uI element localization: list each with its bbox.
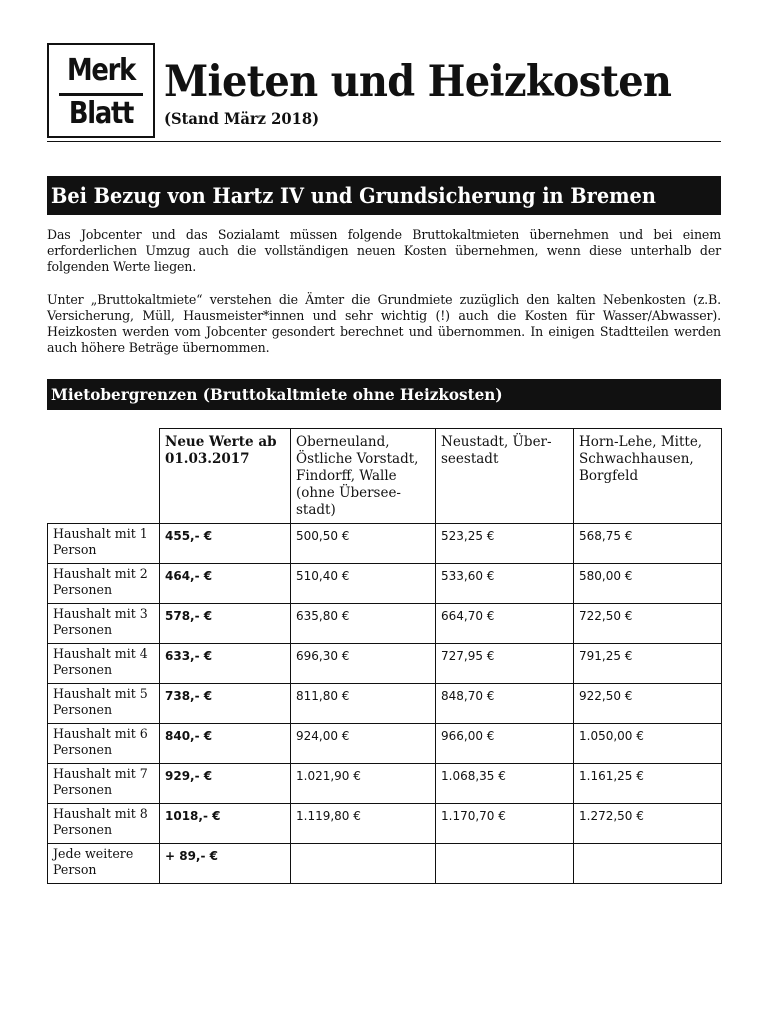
- table-row: [48, 684, 722, 724]
- district-3-value: 922,50 €: [574, 684, 722, 724]
- merkblatt-page: [47, 43, 721, 877]
- district-2-value: 727,95 €: [436, 644, 574, 684]
- district-1-value: 1.021,90 €: [291, 764, 436, 804]
- main-banner-text: Bei Bezug von Hartz IV und Grundsicherung in Bremen: [51, 183, 656, 208]
- district-2-value: 848,70 €: [436, 684, 574, 724]
- intro-paragraph: Das Jobcenter und das Sozialamt müssen folgende Bruttokaltmieten übernehmen und bei einem erforderlichen Umzug auch die vollständigen neuen Kosten übernehmen, wenn diese unterhalb der folgenden Werte liegen.: [47, 227, 721, 274]
- section-banner: [47, 379, 721, 410]
- merkblatt-logo: [47, 43, 155, 138]
- table-row: [48, 564, 722, 604]
- district-2-value: 966,00 €: [436, 724, 574, 764]
- new-value-cell: 1018,- €: [160, 804, 291, 844]
- household-label: Haushalt mit 7 Personen: [48, 764, 160, 804]
- new-value-cell: 578,- €: [160, 604, 291, 644]
- rent-limits-table: [47, 428, 722, 884]
- table-row: [48, 604, 722, 644]
- district-3-value: 568,75 €: [574, 524, 722, 564]
- district-1-value: 811,80 €: [291, 684, 436, 724]
- main-banner: [47, 176, 721, 215]
- stand-date: (Stand März 2018): [164, 109, 320, 128]
- header-district-group-2: Neustadt, Über-seestadt: [436, 429, 574, 524]
- district-3-value: 580,00 €: [574, 564, 722, 604]
- district-1-value: 1.119,80 €: [291, 804, 436, 844]
- logo-line-blatt: Blatt: [68, 96, 134, 131]
- district-2-value: 533,60 €: [436, 564, 574, 604]
- header-new-values: Neue Werte ab 01.03.2017: [160, 429, 291, 524]
- table-row: [48, 804, 722, 844]
- household-label: Haushalt mit 6 Personen: [48, 724, 160, 764]
- logo-line-merk: Merk: [67, 53, 135, 88]
- district-1-value: 500,50 €: [291, 524, 436, 564]
- district-1-value: 510,40 €: [291, 564, 436, 604]
- district-3-value: 1.272,50 €: [574, 804, 722, 844]
- household-label: Haushalt mit 5 Personen: [48, 684, 160, 724]
- district-3-value: 791,25 €: [574, 644, 722, 684]
- new-value-cell: 464,- €: [160, 564, 291, 604]
- district-3-value: [574, 844, 722, 884]
- table-row: [48, 764, 722, 804]
- district-2-value: [436, 844, 574, 884]
- definition-paragraph: Unter „Bruttokaltmiete“ verstehen die Ämter die Grundmiete zuzüglich den kalten Nebenkosten (z.B. Versicherung, Müll, Hausmeister*innen und sehr wichtig (!) auch die Kosten für Wasser/Abwasser). Heizkosten werden vom Jobcenter gesondert berechnet und übernommen. In einigen Stadtteilen werden auch höhere Beträge übernommen.: [47, 292, 721, 355]
- section-banner-text: Mietobergrenzen (Bruttokaltmiete ohne Heizkosten): [51, 385, 503, 404]
- new-value-cell: + 89,- €: [160, 844, 291, 884]
- district-1-value: 696,30 €: [291, 644, 436, 684]
- district-3-value: 1.050,00 €: [574, 724, 722, 764]
- district-2-value: 1.068,35 €: [436, 764, 574, 804]
- district-2-value: 1.170,70 €: [436, 804, 574, 844]
- header-empty-cell: [48, 429, 160, 524]
- household-label: Haushalt mit 8 Personen: [48, 804, 160, 844]
- district-2-value: 523,25 €: [436, 524, 574, 564]
- household-label: Jede weitere Person: [48, 844, 160, 884]
- page-title: Mieten und Heizkosten: [164, 57, 672, 107]
- new-value-cell: 738,- €: [160, 684, 291, 724]
- header-district-group-3: Horn-Lehe, Mitte, Schwachhausen, Borgfeld: [574, 429, 722, 524]
- district-3-value: 722,50 €: [574, 604, 722, 644]
- household-label: Haushalt mit 1 Person: [48, 524, 160, 564]
- table-row: [48, 844, 722, 884]
- table-row: [48, 524, 722, 564]
- table-header-row: [48, 429, 722, 524]
- household-label: Haushalt mit 2 Personen: [48, 564, 160, 604]
- header: [47, 43, 721, 142]
- new-value-cell: 633,- €: [160, 644, 291, 684]
- district-2-value: 664,70 €: [436, 604, 574, 644]
- table-row: [48, 724, 722, 764]
- district-1-value: 635,80 €: [291, 604, 436, 644]
- new-value-cell: 455,- €: [160, 524, 291, 564]
- table-row: [48, 644, 722, 684]
- household-label: Haushalt mit 4 Personen: [48, 644, 160, 684]
- new-value-cell: 840,- €: [160, 724, 291, 764]
- header-district-group-1: Oberneuland, Östliche Vorstadt, Findorff, Walle (ohne Übersee-stadt): [291, 429, 436, 524]
- district-1-value: [291, 844, 436, 884]
- table-body: [48, 524, 722, 884]
- new-value-cell: 929,- €: [160, 764, 291, 804]
- district-1-value: 924,00 €: [291, 724, 436, 764]
- household-label: Haushalt mit 3 Personen: [48, 604, 160, 644]
- district-3-value: 1.161,25 €: [574, 764, 722, 804]
